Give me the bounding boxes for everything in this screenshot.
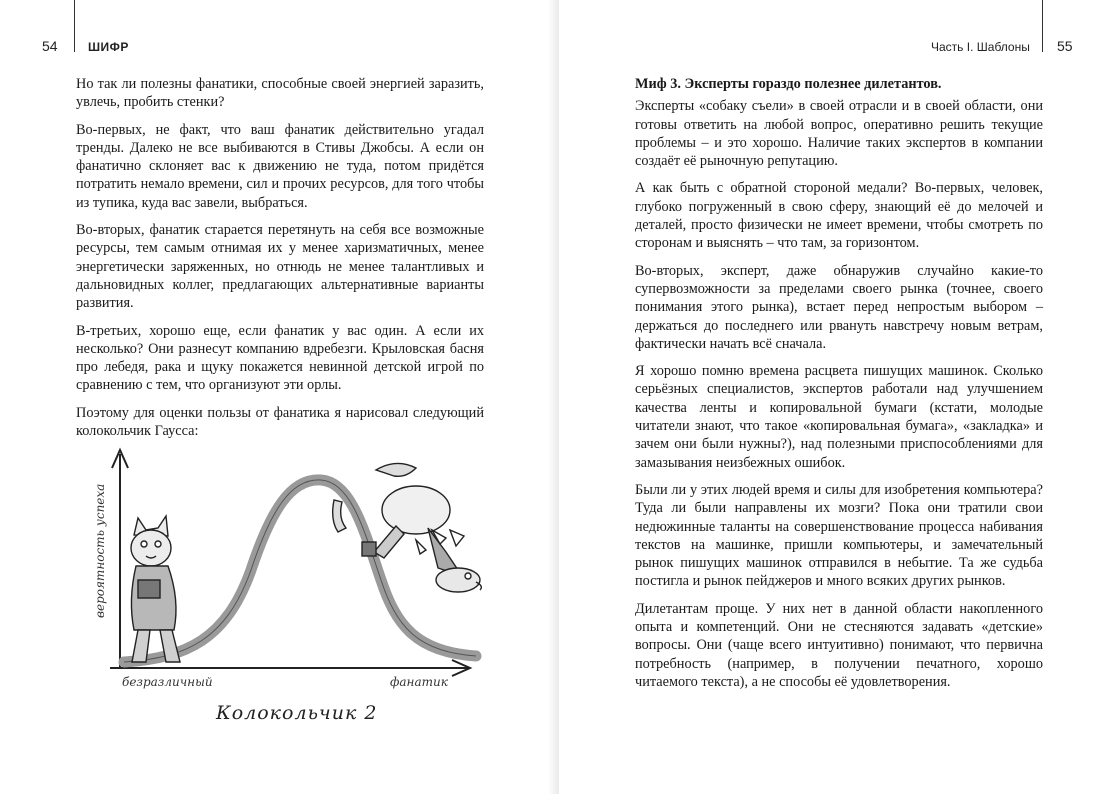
running-head-title: Шаблоны: [976, 40, 1030, 54]
paragraph: Поэтому для оценки пользы от фанатика я нарисовал следующий колокольчик Гаусса:: [76, 404, 484, 440]
paragraph: А как быть с обратной стороной медали? Во-первых, человек, глубоко погруженный в свою сферу, знающий её до мелочей и деталей, просто физически не имеет времени, чтобы смотреть по сторонам и выяснять – что там, за горизонтом.: [635, 180, 1043, 252]
left-body-text: [76, 75, 484, 449]
x-axis-right-label: фанатик: [390, 675, 448, 689]
left-page: [0, 0, 559, 794]
paragraph: Во-вторых, фанатик старается перетянуть на себя все возможные ресурсы, тем самым отнимая их у менее харизматичных, менее энергетически заряженных, но отнюдь не менее талантливых и дальновидных коллег, предлагающих альтернативные варианты развития.: [76, 222, 484, 312]
y-axis-label: вероятность успеха: [93, 483, 107, 618]
paragraph: Во-вторых, эксперт, даже обнаружив случайно какие-то супервозможности за пределами своего рынка (точнее, своего понимания этого рынка), встает перед непростым выбором – держаться до последнего или рвануть навстречу новым ветрам, фактически начать всё сначала.: [635, 262, 1043, 352]
header-rule-left: [74, 0, 75, 52]
right-page: [559, 0, 1119, 794]
paragraph: Эксперты «собаку съели» в своей отрасли и в своей области, они готовы ответить на любой вопрос, оперативно решить текущие проблемы – и это хорошо. Наличие таких экспертов в компании создаёт её рыночную репутацию.: [635, 98, 1043, 170]
x-axis-left-label: безразличный: [122, 675, 213, 689]
running-head-right: [931, 40, 1030, 54]
running-head-prefix: Часть I.: [931, 40, 974, 54]
running-head-left: ШИФР: [88, 40, 129, 54]
header-rule-right: [1042, 0, 1043, 52]
page-number-left: 54: [42, 38, 58, 54]
right-body-text: [635, 75, 1043, 700]
paragraph: В-третьих, хорошо еще, если фанатик у вас один. А если их несколько? Они разнесут компанию вдребезги. Крыловская басня про лебедя, рака и щуку покажется невинной детской игрой по сравнению с тем, что организуют эти орлы.: [76, 322, 484, 394]
page-number-right: 55: [1057, 38, 1073, 54]
figure-caption: Колокольчик 2: [216, 702, 378, 724]
paragraph: Во-первых, не факт, что ваш фанатик действительно угадал тренды. Далеко не все выбиваются в Стивы Джобсы. А если он фанатично склоняет вас к движению не туда, потом придётся потратить немало времени, сил и прочих ресурсов, для того чтобы из тупика, куда вас завели, выбраться.: [76, 121, 484, 211]
bell-curve-figure: [76, 440, 506, 740]
falling-dog-illustration-icon: [333, 463, 482, 592]
bell-curve-drawing: [76, 440, 506, 700]
paragraph: Дилетантам проще. У них нет в данной области накопленного опыта и компетенций. Они не стесняются задавать «детские» вопросы. Они (чаще всего интуитивно) понимают, что первична потребность (например, в получении печатного, хорошо читаемого текста), а не способы её удовлетворения.: [635, 600, 1043, 690]
cat-illustration-icon: [131, 516, 180, 662]
paragraph: Были ли у этих людей время и силы для изобретения компьютера? Туда ли были направлены их мозги? Пока они тратили свои недюжинные таланты на совершенствование процесса набивания текстов на машинке, пришли компьютеры, и замечательный рынок пишущих машинок отправился в небытие. Та же судьба постигла и рынок пейджеров и много всяких других рынков.: [635, 481, 1043, 590]
section-heading: Миф 3. Эксперты гораздо полезнее дилетантов.: [635, 76, 942, 92]
paragraph: Но так ли полезны фанатики, способные своей энергией заразить, увлечь, пробить стенки?: [76, 76, 484, 111]
paragraph: Я хорошо помню времена расцвета пишущих машинок. Сколько серьёзных специалистов, экспертов работали над улучшением качества ленты и копировальной бумаги (кстати, молодые читатели знают, что такое «копировальная бумага», «закладка» и зачем они были нужны?), над полезными приспособлениями для замазывания неизбежных ошибок.: [635, 363, 1043, 471]
